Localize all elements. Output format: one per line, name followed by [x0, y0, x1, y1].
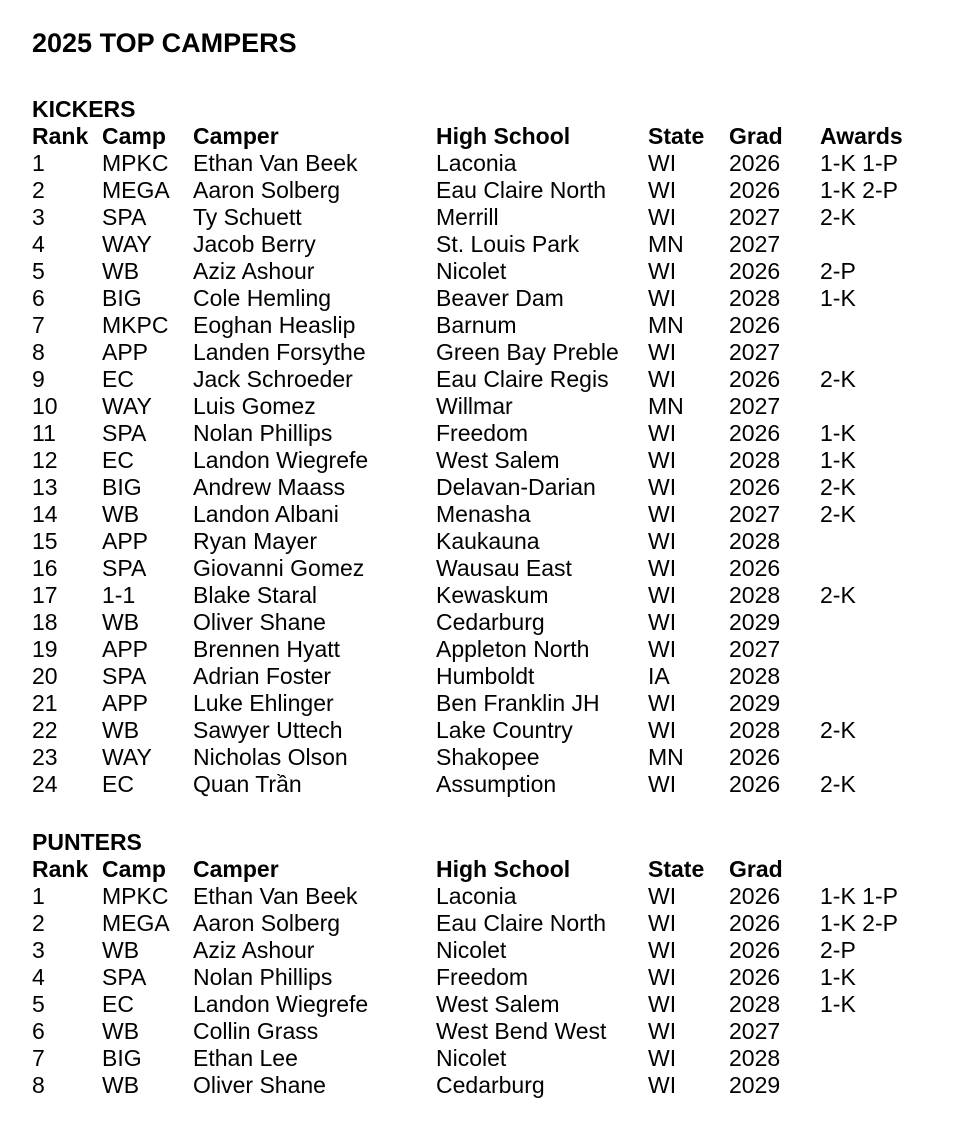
cell-awards: 1-K 2-P: [820, 177, 898, 203]
cell-rank: 11: [32, 420, 56, 446]
cell-camp: APP: [102, 528, 149, 554]
cell-high-school: Beaver Dam: [436, 285, 564, 311]
cell-grad: 2026: [729, 258, 781, 284]
table-row: [32, 420, 856, 447]
table-row: [32, 501, 856, 528]
table-row: [32, 474, 856, 501]
cell-camper: Nolan Phillips: [193, 964, 333, 990]
cell-camp: SPA: [102, 663, 147, 689]
cell-rank: 24: [32, 771, 58, 797]
cell-high-school: Ben Franklin JH: [436, 690, 600, 716]
header-camp: Camp: [102, 856, 166, 882]
cell-high-school: Eau Claire North: [436, 910, 607, 936]
cell-camp: SPA: [102, 420, 147, 446]
cell-camper: Adrian Foster: [193, 663, 332, 689]
cell-high-school: West Bend West: [436, 1018, 607, 1044]
cell-rank: 10: [32, 393, 58, 419]
cell-camper: Nicholas Olson: [193, 744, 348, 770]
cell-grad: 2029: [729, 690, 781, 716]
cell-camp: WAY: [102, 393, 152, 419]
cell-grad: 2028: [729, 991, 781, 1017]
kickers-table-body: [32, 150, 898, 798]
table-row: [32, 744, 781, 771]
cell-state: WI: [648, 177, 677, 203]
cell-grad: 2027: [729, 636, 781, 662]
cell-awards: 2-K: [820, 771, 856, 797]
cell-state: MN: [648, 312, 684, 338]
cell-grad: 2028: [729, 447, 781, 473]
cell-camper: Aaron Solberg: [193, 177, 341, 203]
cell-camp: BIG: [102, 474, 142, 500]
cell-state: WI: [648, 339, 677, 365]
cell-camp: MPKC: [102, 883, 169, 909]
table-row: [32, 582, 856, 609]
cell-grad: 2026: [729, 150, 781, 176]
cell-rank: 1: [32, 883, 45, 909]
cell-state: WI: [648, 717, 677, 743]
section-title-kickers: KICKERS: [32, 96, 136, 122]
cell-awards: 1-K: [820, 447, 856, 473]
cell-high-school: Willmar: [436, 393, 513, 419]
cell-camper: Oliver Shane: [193, 1072, 326, 1098]
cell-grad: 2026: [729, 474, 781, 500]
cell-camp: SPA: [102, 964, 147, 990]
cell-grad: 2028: [729, 1045, 781, 1071]
cell-camper: Landon Wiegrefe: [193, 991, 369, 1017]
cell-camp: EC: [102, 366, 134, 392]
cell-rank: 7: [32, 312, 45, 338]
cell-high-school: Kaukauna: [436, 528, 540, 554]
table-row: [32, 177, 898, 204]
table-row: [32, 447, 856, 474]
cell-state: WI: [648, 937, 677, 963]
cell-camper: Nolan Phillips: [193, 420, 333, 446]
cell-awards: 2-P: [820, 258, 856, 284]
cell-camp: WAY: [102, 231, 152, 257]
cell-state: WI: [648, 447, 677, 473]
section-title-punters: PUNTERS: [32, 829, 142, 855]
cell-high-school: Shakopee: [436, 744, 540, 770]
cell-state: WI: [648, 258, 677, 284]
cell-state: WI: [648, 690, 677, 716]
cell-state: MN: [648, 231, 684, 257]
punters-section: [32, 829, 898, 1099]
table-row: [32, 964, 856, 991]
cell-awards: 2-K: [820, 717, 856, 743]
table-row: [32, 258, 856, 285]
table-row: [32, 393, 781, 420]
cell-awards: 2-K: [820, 582, 856, 608]
cell-awards: 2-K: [820, 501, 856, 527]
cell-awards: 2-K: [820, 204, 856, 230]
cell-rank: 21: [32, 690, 58, 716]
cell-state: MN: [648, 744, 684, 770]
cell-grad: 2028: [729, 528, 781, 554]
cell-grad: 2027: [729, 339, 781, 365]
cell-camper: Luis Gomez: [193, 393, 316, 419]
cell-high-school: Lake Country: [436, 717, 573, 743]
cell-rank: 2: [32, 177, 45, 203]
cell-camper: Jacob Berry: [193, 231, 316, 257]
cell-grad: 2026: [729, 744, 781, 770]
cell-rank: 7: [32, 1045, 45, 1071]
cell-camp: APP: [102, 690, 149, 716]
header-grad: Grad: [729, 123, 783, 149]
cell-camper: Aziz Ashour: [193, 258, 315, 284]
cell-camper: Ethan Van Beek: [193, 883, 358, 909]
cell-rank: 13: [32, 474, 58, 500]
cell-grad: 2026: [729, 177, 781, 203]
cell-rank: 5: [32, 258, 45, 284]
header-awards: Awards: [820, 123, 903, 149]
cell-camp: MEGA: [102, 910, 170, 936]
cell-grad: 2027: [729, 204, 781, 230]
header-camper: Camper: [193, 856, 279, 882]
cell-camp: SPA: [102, 555, 147, 581]
cell-awards: 1-K 1-P: [820, 150, 898, 176]
cell-state: WI: [648, 964, 677, 990]
cell-high-school: Delavan-Darian: [436, 474, 596, 500]
cell-state: WI: [648, 1018, 677, 1044]
cell-camper: Landon Wiegrefe: [193, 447, 369, 473]
cell-grad: 2026: [729, 420, 781, 446]
cell-grad: 2026: [729, 366, 781, 392]
table-row: [32, 771, 856, 798]
cell-rank: 8: [32, 339, 45, 365]
cell-grad: 2026: [729, 312, 781, 338]
cell-grad: 2028: [729, 717, 781, 743]
cell-high-school: Assumption: [436, 771, 557, 797]
cell-camp: SPA: [102, 204, 147, 230]
cell-state: MN: [648, 393, 684, 419]
cell-high-school: Merrill: [436, 204, 499, 230]
table-row: [32, 366, 856, 393]
cell-camper: Ethan Lee: [193, 1045, 298, 1071]
cell-rank: 14: [32, 501, 58, 527]
table-row: [32, 555, 781, 582]
cell-rank: 18: [32, 609, 58, 635]
cell-grad: 2029: [729, 609, 781, 635]
header-high-school: High School: [436, 123, 571, 149]
cell-awards: 1-K: [820, 420, 856, 446]
cell-rank: 12: [32, 447, 58, 473]
cell-high-school: Laconia: [436, 883, 517, 909]
cell-grad: 2026: [729, 964, 781, 990]
cell-state: WI: [648, 1072, 677, 1098]
cell-state: WI: [648, 636, 677, 662]
cell-grad: 2026: [729, 555, 781, 581]
table-row: [32, 204, 856, 231]
cell-camper: Sawyer Uttech: [193, 717, 343, 743]
cell-high-school: Laconia: [436, 150, 517, 176]
cell-camper: Quan Trần: [193, 771, 302, 797]
cell-camper: Luke Ehlinger: [193, 690, 334, 716]
cell-grad: 2026: [729, 910, 781, 936]
cell-high-school: Eau Claire Regis: [436, 366, 609, 392]
cell-high-school: West Salem: [436, 991, 560, 1017]
cell-awards: 2-P: [820, 937, 856, 963]
cell-rank: 6: [32, 285, 45, 311]
table-row: [32, 1072, 781, 1099]
cell-state: WI: [648, 1045, 677, 1071]
cell-camp: EC: [102, 991, 134, 1017]
cell-state: WI: [648, 501, 677, 527]
cell-high-school: Nicolet: [436, 258, 507, 284]
cell-rank: 4: [32, 964, 45, 990]
table-row: [32, 991, 856, 1018]
cell-state: WI: [648, 528, 677, 554]
cell-rank: 8: [32, 1072, 45, 1098]
cell-high-school: Freedom: [436, 420, 529, 446]
page-title: 2025 TOP CAMPERS: [32, 28, 297, 58]
cell-camp: BIG: [102, 285, 142, 311]
table-row: [32, 663, 781, 690]
cell-state: WI: [648, 991, 677, 1017]
punters-table-body: [32, 883, 898, 1099]
cell-camper: Ethan Van Beek: [193, 150, 358, 176]
cell-rank: 15: [32, 528, 58, 554]
cell-rank: 9: [32, 366, 45, 392]
cell-state: IA: [648, 663, 670, 689]
table-row: [32, 636, 781, 663]
header-state: State: [648, 856, 705, 882]
cell-grad: 2026: [729, 937, 781, 963]
cell-rank: 3: [32, 204, 45, 230]
cell-rank: 20: [32, 663, 58, 689]
cell-camp: MKPC: [102, 312, 169, 338]
cell-awards: 2-K: [820, 474, 856, 500]
cell-high-school: Appleton North: [436, 636, 590, 662]
table-row: [32, 937, 856, 964]
cell-state: WI: [648, 555, 677, 581]
cell-state: WI: [648, 150, 677, 176]
table-row: [32, 339, 781, 366]
table-row: [32, 528, 781, 555]
cell-high-school: Cedarburg: [436, 1072, 545, 1098]
cell-awards: 2-K: [820, 366, 856, 392]
cell-camp: APP: [102, 636, 149, 662]
cell-awards: 1-K: [820, 285, 856, 311]
cell-camper: Aaron Solberg: [193, 910, 341, 936]
cell-rank: 6: [32, 1018, 45, 1044]
table-row: [32, 231, 781, 258]
cell-camper: Oliver Shane: [193, 609, 326, 635]
cell-awards: 1-K 2-P: [820, 910, 898, 936]
cell-camp: EC: [102, 771, 134, 797]
table-row: [32, 150, 898, 177]
cell-high-school: Cedarburg: [436, 609, 545, 635]
cell-high-school: Kewaskum: [436, 582, 549, 608]
cell-camper: Jack Schroeder: [193, 366, 353, 392]
cell-camper: Brennen Hyatt: [193, 636, 341, 662]
cell-awards: 1-K 1-P: [820, 883, 898, 909]
cell-high-school: Wausau East: [436, 555, 572, 581]
table-row: [32, 910, 898, 937]
cell-state: WI: [648, 910, 677, 936]
cell-high-school: Nicolet: [436, 937, 507, 963]
cell-camp: WB: [102, 1072, 140, 1098]
cell-high-school: Humboldt: [436, 663, 535, 689]
cell-camp: WB: [102, 937, 140, 963]
cell-grad: 2027: [729, 231, 781, 257]
cell-rank: 19: [32, 636, 58, 662]
cell-camp: WAY: [102, 744, 152, 770]
cell-camper: Ty Schuett: [193, 204, 302, 230]
cell-rank: 23: [32, 744, 58, 770]
cell-high-school: Nicolet: [436, 1045, 507, 1071]
table-row: [32, 1045, 781, 1072]
cell-high-school: West Salem: [436, 447, 560, 473]
cell-high-school: St. Louis Park: [436, 231, 580, 257]
cell-camp: MPKC: [102, 150, 169, 176]
cell-state: WI: [648, 474, 677, 500]
cell-state: WI: [648, 285, 677, 311]
table-row: [32, 883, 898, 910]
kickers-section: [32, 96, 903, 798]
cell-grad: 2028: [729, 285, 781, 311]
cell-camper: Cole Hemling: [193, 285, 332, 311]
cell-camp: WB: [102, 717, 140, 743]
cell-grad: 2026: [729, 771, 781, 797]
cell-camp: EC: [102, 447, 134, 473]
table-row: [32, 690, 781, 717]
cell-grad: 2026: [729, 883, 781, 909]
cell-high-school: Barnum: [436, 312, 517, 338]
cell-state: WI: [648, 883, 677, 909]
cell-rank: 5: [32, 991, 45, 1017]
cell-camper: Collin Grass: [193, 1018, 319, 1044]
table-row: [32, 717, 856, 744]
cell-state: WI: [648, 582, 677, 608]
table-row: [32, 1018, 781, 1045]
cell-rank: 1: [32, 150, 45, 176]
cell-awards: 1-K: [820, 964, 856, 990]
cell-camp: WB: [102, 1018, 140, 1044]
table-row: [32, 285, 856, 312]
cell-rank: 22: [32, 717, 58, 743]
cell-camper: Landon Albani: [193, 501, 339, 527]
header-camp: Camp: [102, 123, 166, 149]
cell-camper: Landen Forsythe: [193, 339, 366, 365]
cell-grad: 2028: [729, 582, 781, 608]
table-row: [32, 312, 781, 339]
cell-state: WI: [648, 366, 677, 392]
cell-high-school: Eau Claire North: [436, 177, 607, 203]
header-rank: Rank: [32, 123, 89, 149]
cell-camp: WB: [102, 609, 140, 635]
cell-camper: Ryan Mayer: [193, 528, 317, 554]
table-header: [32, 123, 903, 150]
cell-camper: Aziz Ashour: [193, 937, 315, 963]
cell-state: WI: [648, 771, 677, 797]
cell-camper: Giovanni Gomez: [193, 555, 365, 581]
cell-camper: Blake Staral: [193, 582, 318, 608]
cell-state: WI: [648, 204, 677, 230]
header-grad: Grad: [729, 856, 783, 882]
cell-camper: Eoghan Heaslip: [193, 312, 356, 338]
cell-awards: 1-K: [820, 991, 856, 1017]
cell-camp: MEGA: [102, 177, 170, 203]
cell-camp: BIG: [102, 1045, 142, 1071]
header-rank: Rank: [32, 856, 89, 882]
cell-rank: 3: [32, 937, 45, 963]
cell-rank: 4: [32, 231, 45, 257]
cell-grad: 2027: [729, 393, 781, 419]
cell-grad: 2027: [729, 1018, 781, 1044]
cell-state: WI: [648, 609, 677, 635]
cell-state: WI: [648, 420, 677, 446]
cell-camp: WB: [102, 501, 140, 527]
table-header: [32, 856, 783, 883]
table-row: [32, 609, 781, 636]
cell-high-school: Menasha: [436, 501, 531, 527]
cell-grad: 2027: [729, 501, 781, 527]
cell-camp: APP: [102, 339, 149, 365]
cell-rank: 16: [32, 555, 58, 581]
cell-camper: Andrew Maass: [193, 474, 346, 500]
cell-grad: 2029: [729, 1072, 781, 1098]
cell-high-school: Freedom: [436, 964, 529, 990]
cell-high-school: Green Bay Preble: [436, 339, 619, 365]
header-state: State: [648, 123, 705, 149]
cell-rank: 2: [32, 910, 45, 936]
header-camper: Camper: [193, 123, 279, 149]
cell-camp: 1-1: [102, 582, 136, 608]
cell-rank: 17: [32, 582, 58, 608]
cell-grad: 2028: [729, 663, 781, 689]
cell-camp: WB: [102, 258, 140, 284]
header-high-school: High School: [436, 856, 571, 882]
